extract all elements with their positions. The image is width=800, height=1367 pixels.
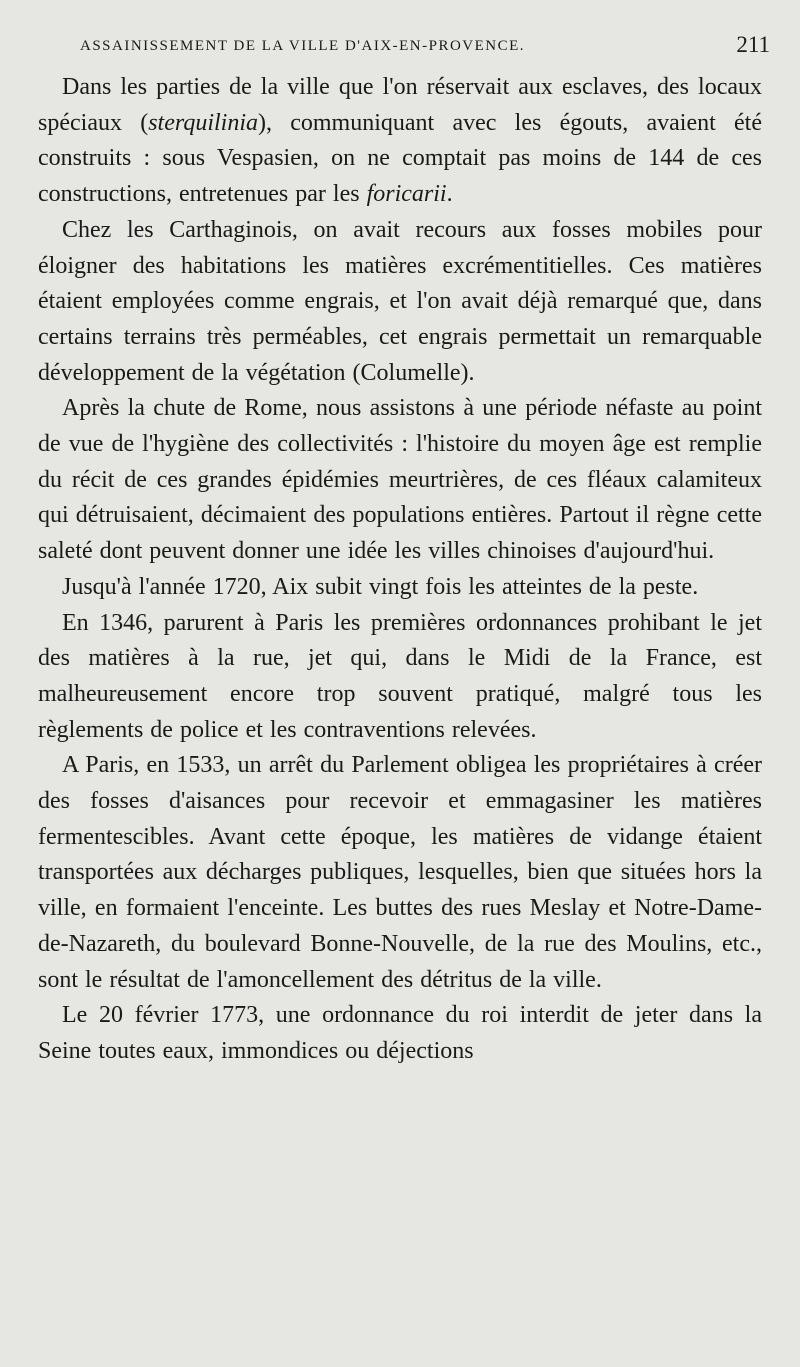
paragraph-4: Jusqu'à l'année 1720, Aix subit vingt fois les atteintes de la peste. (62, 573, 699, 600)
paragraph-1 (38, 70, 762, 213)
paragraph-1-part-c: ), communiquant avec les égouts, avaient été construits : sous Vespasien, on ne comptait pas moins de 144 de ces constructions, entretenues par les (38, 109, 762, 208)
italic-term-sterquilinia: sterquilinia (148, 109, 258, 136)
page-number: 211 (736, 32, 770, 57)
paragraph-2: Chez les Carthaginois, on avait recours aux fosses mobiles pour éloigner des habitations les matières excrémentitielles. Ces matières étaient employées comme engrais, et l'on avait déjà remarqué que, dans certains terrains très perméables, cet engrais permettait un remarquable développement de la végétation (Columelle). (38, 216, 762, 386)
running-title: ASSAINISSEMENT DE LA VILLE D'AIX-EN-PROVENCE. (80, 38, 526, 54)
paragraph-7: Le 20 février 1773, une ordonnance du roi interdit de jeter dans la Seine toutes eaux, immondices ou déjections (38, 1002, 762, 1064)
running-header (80, 30, 770, 64)
paragraph-6: A Paris, en 1533, un arrêt du Parlement obligea les propriétaires à créer des fosses d'aisances pour recevoir et emmagasiner les matières fermentescibles. Avant cette époque, les matières de vidange étaient transportées aux décharges publiques, lesquelles, bien que situées hors la ville, en formaient l'enceinte. Les buttes des rues Meslay et Notre-Dame-de-Nazareth, du boulevard Bonne-Nouvelle, de la rue des Moulins, etc., sont le résultat de l'amoncellement des détritus de la ville. (38, 752, 762, 993)
paragraph-1-part-a: Dans les parties de la ville que l'on réservait aux esclaves, des locaux spéciaux ( (38, 74, 762, 136)
body-text (38, 70, 762, 1070)
paragraph-5: En 1346, parurent à Paris les premières ordonnances prohibant le jet des matières à la rue, jet qui, dans le Midi de la France, est malheureusement encore trop souvent pratiqué, malgré tous les règlements de police et les contraventions relevées. (38, 609, 762, 743)
paragraph-1-part-e: . (446, 181, 453, 208)
italic-term-foricarii: foricarii (366, 181, 447, 208)
paragraph-3: Après la chute de Rome, nous assistons à une période néfaste au point de vue de l'hygiène des collectivités : l'histoire du moyen âge est remplie du récit de ces grandes épidémies meurtrières, de ces fléaux calamiteux qui détruisaient, décimaient des populations entières. Partout il règne cette saleté dont peuvent donner une idée les villes chinoises d'aujourd'hui. (38, 395, 762, 565)
